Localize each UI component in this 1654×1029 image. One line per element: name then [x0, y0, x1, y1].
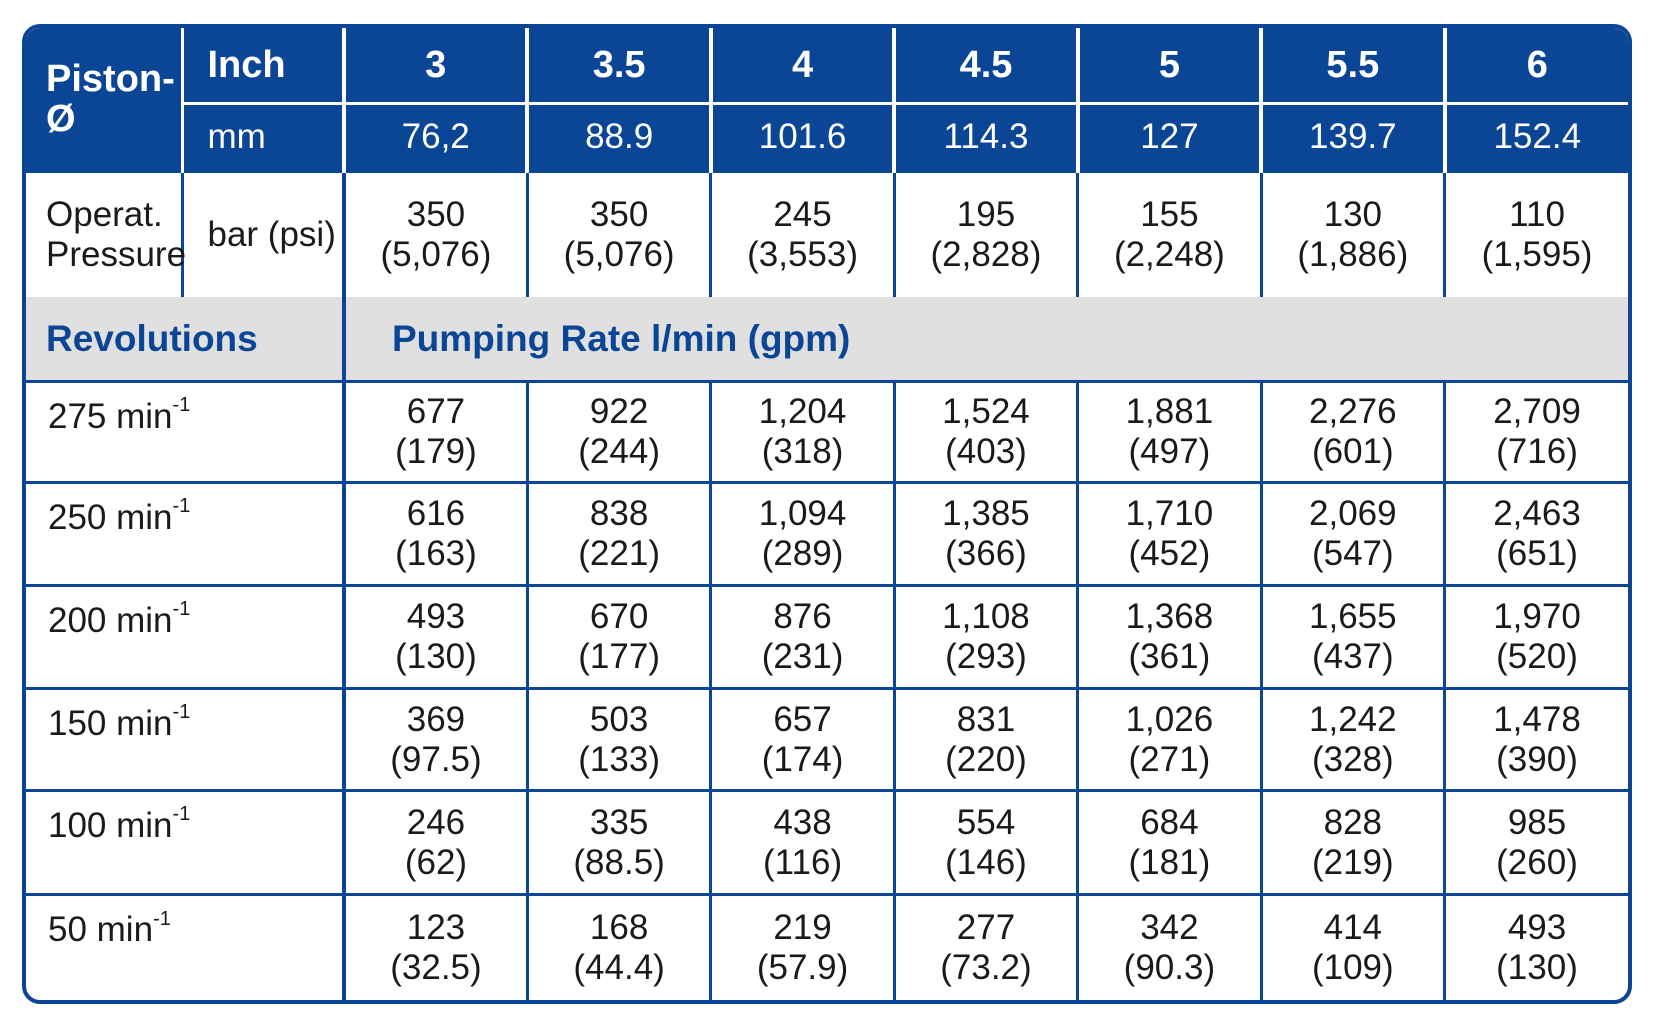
revolutions-value	[26, 791, 344, 895]
revolutions-value	[26, 381, 344, 482]
rate-lmin: 657	[773, 699, 832, 739]
rate-lmin: 831	[956, 699, 1016, 739]
rate-lmin: 1,524	[942, 391, 1030, 431]
mm-value-3: 101.6	[711, 104, 894, 171]
rate-gpm: (130)	[395, 637, 477, 676]
rate-lmin: 616	[406, 493, 466, 533]
revolutions-value	[26, 585, 344, 688]
pumping-rate-label: Pumping Rate l/min (gpm)	[344, 297, 1628, 381]
rate-gpm: (130)	[1496, 948, 1578, 988]
pumping-rate-cell	[344, 381, 527, 482]
pumping-rate-row	[26, 791, 1628, 895]
pressure-label: Operat. Pressure	[26, 171, 182, 297]
inch-value-5: 5	[1078, 28, 1261, 104]
revolutions-label: Revolutions	[26, 297, 344, 381]
revolutions-text: 200 min	[48, 600, 173, 640]
rate-lmin: 1,385	[942, 493, 1030, 533]
pressure-row	[26, 171, 1628, 297]
pressure-psi: (1,595)	[1481, 234, 1593, 274]
rate-gpm: (651)	[1496, 533, 1578, 573]
pumping-rate-cell	[527, 689, 710, 791]
revolutions-text: 275 min	[48, 396, 173, 436]
rate-gpm: (163)	[395, 533, 477, 573]
pumping-rate-cell	[527, 482, 710, 585]
rate-lmin: 1,204	[758, 391, 847, 431]
rate-gpm: (231)	[761, 637, 844, 676]
pumping-rate-cell	[1445, 585, 1628, 688]
pumping-rate-cell	[1445, 482, 1628, 585]
pumping-rate-cell	[894, 381, 1077, 482]
pressure-psi: (2,828)	[930, 234, 1042, 274]
pumping-rate-cell	[1078, 585, 1261, 688]
revolutions-value	[26, 689, 344, 791]
pumping-rate-cell	[344, 791, 527, 895]
rate-lmin: 2,709	[1493, 391, 1581, 431]
rate-gpm: (601)	[1311, 431, 1394, 471]
pumping-rate-cell	[711, 791, 894, 895]
rate-gpm: (88.5)	[573, 842, 665, 882]
rate-gpm: (181)	[1128, 842, 1211, 882]
rate-gpm: (177)	[578, 637, 660, 676]
pumping-rate-cell	[527, 895, 710, 1000]
pressure-psi: (1,886)	[1297, 234, 1409, 274]
pumping-rate-cell	[1261, 791, 1444, 895]
rate-gpm: (366)	[945, 533, 1027, 573]
pumping-rate-row	[26, 482, 1628, 585]
rate-lmin: 503	[589, 699, 649, 739]
pressure-bar: 350	[589, 194, 649, 234]
rate-lmin: 1,710	[1125, 493, 1214, 533]
rate-lmin: 277	[956, 908, 1016, 948]
rate-gpm: (109)	[1311, 948, 1394, 988]
rate-lmin: 838	[589, 493, 649, 533]
mm-value-4: 114.3	[894, 104, 1077, 171]
rate-lmin: 2,463	[1493, 493, 1581, 533]
revolutions-text: 50 min	[48, 910, 154, 950]
rate-lmin: 985	[1507, 802, 1567, 842]
rate-gpm: (361)	[1128, 637, 1211, 676]
inch-value-2: 3.5	[527, 28, 710, 104]
rate-gpm: (44.4)	[573, 948, 665, 988]
pressure-psi: (5,076)	[380, 234, 492, 274]
pressure-value-7	[1445, 171, 1628, 297]
rate-gpm: (260)	[1496, 842, 1578, 882]
rate-gpm: (390)	[1496, 739, 1578, 779]
rate-gpm: (133)	[578, 739, 660, 779]
pumping-rate-cell	[1445, 895, 1628, 1000]
rate-gpm: (97.5)	[390, 739, 482, 779]
rate-gpm: (244)	[578, 431, 660, 471]
rate-gpm: (116)	[763, 842, 843, 882]
pumping-rate-cell	[894, 895, 1077, 1000]
rate-gpm: (716)	[1496, 431, 1578, 471]
pressure-bar: 195	[956, 194, 1016, 234]
revolutions-exponent: -1	[172, 598, 191, 621]
pumping-rate-cell	[1078, 482, 1261, 585]
rate-lmin: 1,242	[1309, 699, 1397, 739]
pressure-bar: 245	[773, 194, 832, 234]
pumping-rate-row	[26, 381, 1628, 482]
rate-lmin: 1,368	[1125, 597, 1214, 636]
inch-value-1: 3	[344, 28, 527, 104]
rate-lmin: 1,970	[1493, 597, 1581, 636]
pumping-rate-cell	[711, 585, 894, 688]
pumping-rate-cell	[527, 585, 710, 688]
pumping-rate-cell	[894, 585, 1077, 688]
rate-gpm: (220)	[945, 739, 1027, 779]
rate-gpm: (271)	[1128, 739, 1211, 779]
pressure-bar: 155	[1140, 194, 1199, 234]
revolutions-exponent: -1	[172, 803, 191, 826]
pressure-value-2	[527, 171, 710, 297]
pumping-rate-cell	[1261, 482, 1444, 585]
rate-gpm: (520)	[1496, 637, 1578, 676]
pumping-rate-cell	[711, 482, 894, 585]
revolutions-value	[26, 482, 344, 585]
rate-lmin: 1,478	[1493, 699, 1581, 739]
rate-gpm: (289)	[761, 533, 844, 573]
rate-lmin: 219	[773, 908, 832, 948]
pumping-rate-cell	[1078, 381, 1261, 482]
rate-gpm: (452)	[1128, 533, 1211, 573]
mm-unit-label: mm	[182, 104, 344, 171]
rate-lmin: 670	[589, 597, 649, 636]
header-inch-row	[26, 28, 1628, 104]
rate-lmin: 493	[406, 597, 466, 636]
pumping-rate-cell	[527, 381, 710, 482]
rate-lmin: 1,108	[942, 597, 1030, 636]
rate-lmin: 168	[589, 908, 649, 948]
pumping-rate-cell	[711, 689, 894, 791]
revolutions-text: 150 min	[48, 704, 173, 744]
header-mm-row	[26, 104, 1628, 171]
rate-gpm: (318)	[761, 431, 844, 471]
pumping-rate-cell	[344, 689, 527, 791]
rate-gpm: (403)	[945, 431, 1027, 471]
pressure-bar: 130	[1323, 194, 1383, 234]
pumping-rate-cell	[527, 791, 710, 895]
revolutions-exponent: -1	[153, 907, 171, 930]
revolutions-exponent: -1	[172, 701, 191, 724]
pumping-rate-row	[26, 895, 1628, 1000]
inch-value-3: 4	[711, 28, 894, 104]
rate-lmin: 342	[1140, 908, 1199, 948]
pumping-rate-row	[26, 689, 1628, 791]
rate-lmin: 414	[1323, 908, 1383, 948]
rate-lmin: 246	[406, 802, 466, 842]
revolutions-text: 100 min	[48, 806, 173, 846]
pressure-bar: 110	[1509, 194, 1565, 234]
pumping-rate-cell	[894, 482, 1077, 585]
pumping-rate-cell	[1445, 791, 1628, 895]
pressure-value-3	[711, 171, 894, 297]
rate-gpm: (497)	[1128, 431, 1211, 471]
revolutions-value	[26, 895, 344, 1000]
mm-value-1: 76,2	[344, 104, 527, 171]
rate-gpm: (62)	[404, 842, 468, 882]
pressure-unit: bar (psi)	[182, 171, 344, 297]
rate-gpm: (57.9)	[756, 948, 849, 988]
rate-lmin: 1,026	[1125, 699, 1214, 739]
rate-gpm: (146)	[945, 842, 1027, 882]
pumping-rate-cell	[1078, 791, 1261, 895]
rate-lmin: 876	[773, 597, 832, 636]
pumping-rate-cell	[344, 482, 527, 585]
rate-lmin: 554	[956, 802, 1016, 842]
rate-lmin: 684	[1140, 802, 1199, 842]
rate-gpm: (73.2)	[940, 948, 1032, 988]
rate-lmin: 1,881	[1125, 391, 1214, 431]
pressure-value-5	[1078, 171, 1261, 297]
pumping-rate-cell	[1445, 689, 1628, 791]
pumping-rate-cell	[1078, 895, 1261, 1000]
rate-lmin: 1,094	[758, 493, 847, 533]
rate-lmin: 922	[589, 391, 649, 431]
pumping-rate-row	[26, 585, 1628, 688]
pressure-psi: (5,076)	[563, 234, 675, 274]
pressure-value-4	[894, 171, 1077, 297]
pressure-psi: (2,248)	[1113, 234, 1225, 274]
inch-value-7: 6	[1445, 28, 1628, 104]
pumping-rate-cell	[1261, 689, 1444, 791]
rate-gpm: (547)	[1311, 533, 1394, 573]
pumping-rate-cell	[894, 689, 1077, 791]
rate-gpm: (32.5)	[390, 948, 482, 988]
inch-value-6: 5.5	[1261, 28, 1444, 104]
pumping-rate-cell	[1261, 895, 1444, 1000]
pump-spec-table	[26, 28, 1628, 1000]
revolutions-exponent: -1	[172, 495, 191, 518]
pumping-rate-cell	[1261, 585, 1444, 688]
pumping-rate-cell	[1078, 689, 1261, 791]
rate-gpm: (293)	[945, 637, 1027, 676]
inch-value-4: 4.5	[894, 28, 1077, 104]
pressure-bar: 350	[406, 194, 466, 234]
mm-value-5: 127	[1078, 104, 1261, 171]
mm-value-6: 139.7	[1261, 104, 1444, 171]
pumping-rate-cell	[344, 585, 527, 688]
pressure-value-6	[1261, 171, 1444, 297]
pumping-rate-cell	[344, 895, 527, 1000]
rate-gpm: (221)	[578, 533, 660, 573]
rate-gpm: (174)	[761, 739, 844, 779]
mm-value-7: 152.4	[1445, 104, 1628, 171]
rate-gpm: (437)	[1311, 637, 1394, 676]
revolutions-exponent: -1	[172, 394, 191, 417]
pumping-rate-cell	[711, 895, 894, 1000]
rate-lmin: 369	[406, 699, 466, 739]
revolutions-text: 250 min	[48, 497, 173, 537]
pumping-rate-cell	[894, 791, 1077, 895]
pumping-rate-cell	[711, 381, 894, 482]
pressure-psi: (3,553)	[747, 234, 858, 274]
section-band	[26, 297, 1628, 381]
piston-diameter-label: Piston-Ø	[26, 28, 182, 171]
rate-gpm: (219)	[1311, 842, 1394, 882]
rate-lmin: 335	[589, 802, 649, 842]
rate-lmin: 123	[406, 908, 466, 948]
rate-gpm: (328)	[1311, 739, 1394, 779]
pump-spec-table-frame	[22, 24, 1632, 1004]
rate-lmin: 677	[406, 391, 466, 431]
rate-lmin: 828	[1323, 802, 1383, 842]
rate-lmin: 438	[773, 802, 832, 842]
inch-unit-label: Inch	[182, 28, 344, 104]
rate-gpm: (179)	[395, 431, 477, 471]
rate-lmin: 493	[1507, 908, 1567, 948]
pumping-rate-cell	[1445, 381, 1628, 482]
rate-gpm: (90.3)	[1123, 948, 1216, 988]
mm-value-2: 88.9	[527, 104, 710, 171]
pumping-rate-cell	[1261, 381, 1444, 482]
rate-lmin: 2,069	[1309, 493, 1397, 533]
rate-lmin: 1,655	[1309, 597, 1397, 636]
rate-lmin: 2,276	[1309, 391, 1397, 431]
pressure-value-1	[344, 171, 527, 297]
